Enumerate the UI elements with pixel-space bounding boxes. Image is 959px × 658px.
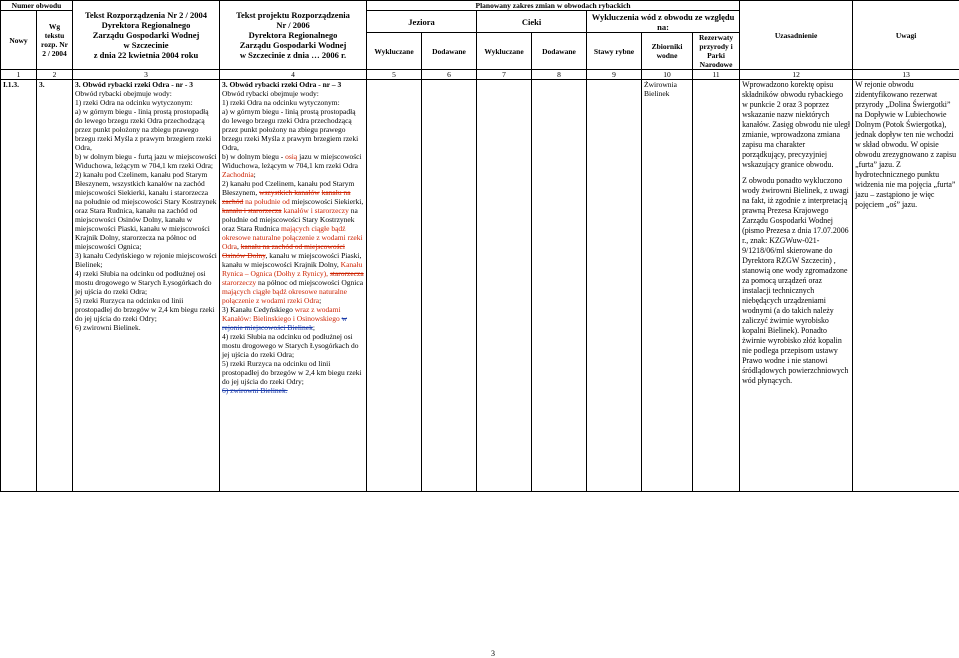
old-line: 1) rzeki Odra na odcinku wytyczonym: bbox=[75, 98, 193, 107]
text: , bbox=[237, 242, 241, 251]
old-header-line-3: Zarządu Gospodarki Wodnej bbox=[92, 30, 200, 40]
old-header-line-4: w Szczecinie bbox=[123, 40, 169, 50]
col-number: 9 bbox=[587, 70, 642, 80]
inserted-text: Zachodnia bbox=[222, 170, 254, 179]
uwagi-cell: W rejonie obwodu zidentyfikowano rezerwat przyrody „Dolina Świergotki” na Dopływie w Lubiechowie Dolnym (Potok Świergotka), jednak dopływ ten nie wchodzi w skład obwodu. W opisie obwodu zrezygnowano z zapisu „furta” jazu. Z hydrotechnicznego punktu widzenia nie ma pojęcia „furta” jazu – zastąpiono je więc pojęciem „oś” jazu. bbox=[853, 80, 959, 492]
page-number: 3 bbox=[491, 649, 495, 658]
deleted-text: kanału i starorzecza bbox=[222, 206, 282, 215]
new-line: Obwód rybacki obejmuje wody: bbox=[222, 89, 319, 98]
header-cieki-dodawane: Dodawane bbox=[532, 33, 587, 70]
deleted-text: kanału na zachód bbox=[222, 188, 351, 206]
text: 3) Kanału Cedyńskiego bbox=[222, 305, 295, 314]
header-planned-changes: Planowany zakres zmian w obwodach rybackich bbox=[367, 1, 740, 11]
col-number: 13 bbox=[853, 70, 959, 80]
header-uzasadnienie: Uzasadnienie bbox=[740, 1, 853, 70]
text: ; bbox=[312, 323, 315, 332]
header-zbiorniki: Zbiorniki wodne bbox=[642, 33, 693, 70]
old-line: 2) kanału pod Czelinem, kanału pod Starym Błeszynem, wszystkich kanałów na zachód miejscowości Siekierki, kanału i starorzecza na południe od miejscowości Stary Kostrzynek oraz Stara Rudnica, kanału na zachód od miejscowości Osinów Dolny, kanału w miejscowości Piaski, kanału w miejscowości Krajnik Dolny, starorzecza na północ od miejscowości Ognica; bbox=[75, 170, 217, 251]
text: 2) kanału pod Czelinem, kanału pod Starym Błeszynem, bbox=[222, 179, 355, 197]
new-header-line-4: Zarządu Gospodarki Wodnej bbox=[239, 40, 347, 50]
text: ; bbox=[253, 170, 256, 179]
new-line: 4) rzeki Słubia na odcinku od podłużnej osi mostu drogowego w Starych Łysogórkach do jej ujścia do rzeki Odra; bbox=[222, 332, 359, 359]
col-number: 4 bbox=[220, 70, 367, 80]
header-rezerwaty: Rezerwaty przyrody i Parki Narodowe bbox=[693, 33, 740, 70]
table-row bbox=[1, 80, 959, 492]
stawy-cell bbox=[587, 80, 642, 492]
new-text-cell bbox=[220, 80, 367, 492]
new-title: 3. Obwód rybacki rzeki Odra - nr – 3 bbox=[222, 80, 342, 89]
row-wg: 3. bbox=[37, 80, 73, 492]
new-line: 5) rzeki Rurzyca na odcinku od linii prostopadłej do brzegów w 2,4 km biegu rzeki do jej ujścia do rzeki Odry; bbox=[222, 359, 362, 386]
row-nowy: I.1.3. bbox=[1, 80, 37, 492]
col-number: 5 bbox=[367, 70, 422, 80]
header-jeziora: Jeziora bbox=[367, 11, 477, 33]
text: jazu w miejscowości Widuchowa, leżącym w 704,1 km rzeki Odra bbox=[222, 152, 362, 170]
cieki-wykluczane-cell bbox=[477, 80, 532, 492]
inserted-text: kanałów i starorzeczy bbox=[283, 206, 349, 215]
deleted-text: starorzecza bbox=[329, 269, 364, 278]
inserted-text: mających ciągłe bądź okresowe naturalne połączenie z wodami rzeki Odra bbox=[222, 287, 347, 305]
zbiorniki-cell: Żwirownia Bielinek bbox=[642, 80, 693, 492]
header-cieki: Cieki bbox=[477, 11, 587, 33]
col-number: 2 bbox=[37, 70, 73, 80]
header-numer-obwodu: Numer obwodu bbox=[1, 1, 73, 11]
old-line: 6) zwirowni Bielinek. bbox=[75, 323, 141, 332]
rezerwaty-cell bbox=[693, 80, 740, 492]
text: na południe od miejscowości Stary Kostrzynek oraz Stara Rudnica bbox=[222, 206, 358, 233]
uzasadnienie-paragraph: Z obwodu ponadto wykluczono wody żwirowni Bielinek, z uwagi na fakt, iż zgodnie z interpretacją prawną Prezesa Krajowego Zarządu Gospodarki Wodnej (pismo Prezesa z dnia 17.07.2006 r., znak: KZGWuw-021-9/1218/06/ml skierowane do Dyrektora RZGW Szczecin) , stanowią one wody zgromadzone za pomocą urządzeń oraz instalacji technicznych niebędących urządzeniami wodnymi (a do takich należy zaliczyć żwirnie wyrobisko kopalni Bielinek). Ponadto żwirnie wyrobisko złóż kopalin nie podlega przepisom ustawy Prawo wodne i nie stanowi śródlądowych powierzchniowych wód płynących. bbox=[742, 176, 849, 385]
header-nowy: Nowy bbox=[1, 11, 37, 70]
old-title: 3. Obwód rybacki rzeki Odra - nr - 3 bbox=[75, 80, 194, 89]
new-line-4 bbox=[222, 152, 364, 179]
jeziora-dodawane-cell bbox=[422, 80, 477, 492]
header-jeziora-dodawane: Dodawane bbox=[422, 33, 477, 70]
text: b) w dolnym biegu - bbox=[222, 152, 286, 161]
inserted-text: mających ciągłe bądź okresowe naturalne połączenie z wodami rzeki Odra bbox=[222, 224, 363, 251]
text: na północ od miejscowości Ognica bbox=[256, 278, 364, 287]
old-header-line-1: Tekst Rozporządzenia Nr 2 / 2004 bbox=[84, 10, 208, 20]
old-line: Obwód rybacki obejmuje wody: bbox=[75, 89, 172, 98]
deleted-text: kanału na zachód od miejscowości Osinów Dolny bbox=[222, 242, 345, 260]
jeziora-wykluczane-cell bbox=[367, 80, 422, 492]
uzasadnienie-paragraph: Wprowadzono korektę opisu składników obwodu rybackiego w punkcie 2 oraz 3 poprzez wskazanie nazw niektórych kanałów. Zasięg obwodu nie uległ zmianie, wprowadzona zmiana zapisu ma charakter porządkujący, precyzyjniej wskazujący granice obwodu. bbox=[742, 80, 851, 169]
header-wg-tekstu: Wg tekstu rozp. Nr 2 / 2004 bbox=[37, 11, 73, 70]
deleted-text: w rejonie miejscowości Bielinek bbox=[222, 314, 348, 332]
header-uwagi: Uwagi bbox=[853, 1, 959, 70]
old-line: 4) rzeki Słubia na odcinku od podłużnej osi mostu drogowego w Starych Łysogórkach do jej ujścia do rzeki Odra; bbox=[75, 269, 212, 296]
deleted-text: wszystkich kanałów bbox=[259, 188, 320, 197]
new-header-line-2: Nr / 2006 bbox=[276, 20, 310, 30]
header-cieki-wykluczane: Wykluczane bbox=[477, 33, 532, 70]
header-stawy: Stawy rybne bbox=[587, 33, 642, 70]
header-jeziora-wykluczane: Wykluczane bbox=[367, 33, 422, 70]
deleted-line: 6) zwirowni Bielinek. bbox=[222, 386, 288, 395]
old-line: 5) rzeki Rurzyca na odcinku od linii prostopadłej do brzegów w 2,4 km biegu rzeki do jej ujścia do rzeki Odry; bbox=[75, 296, 215, 323]
inserted-text: Kanału Rynica – Ognica (Dołhy z Rynicy), bbox=[222, 260, 363, 278]
new-line: a) w górnym biegu - linią prostą prostopadłą do lewego brzegu rzeki Odra przechodzącą przez punkt położony na zbiegu prawego brzegu rzeki Myśla z prawym brzegiem rzeki Odra, bbox=[222, 107, 359, 152]
new-header-line-3: Dyrektora Regionalnego bbox=[248, 30, 338, 40]
inserted-text: na południe od bbox=[245, 197, 290, 206]
cieki-dodawane-cell bbox=[532, 80, 587, 492]
new-line-6 bbox=[222, 305, 364, 332]
col-number: 11 bbox=[693, 70, 740, 80]
old-header-line-5: z dnia 22 kwietnia 2004 roku bbox=[93, 50, 199, 60]
column-number-row bbox=[1, 70, 959, 80]
new-header-line-1: Tekst projektu Rozporządzenia bbox=[236, 10, 350, 20]
col-number: 6 bbox=[422, 70, 477, 80]
header-new-text bbox=[220, 1, 367, 70]
col-number: 1 bbox=[1, 70, 37, 80]
old-text-cell bbox=[73, 80, 220, 492]
header-old-text bbox=[73, 1, 220, 70]
old-line: 3) kanału Cedyńskiego w rejonie miejscowości Bielinek; bbox=[75, 251, 217, 269]
header-wylaczenia: Wykluczenia wód z obwodu ze względu na: bbox=[587, 11, 740, 33]
uzasadnienie-cell bbox=[740, 80, 853, 492]
text: , kanału w miejscowości Piaski, kanału w miejscowości Krajnik Dolny, bbox=[222, 251, 362, 269]
inserted-text: starorzeczy bbox=[222, 278, 257, 287]
new-line: 1) rzeki Odra na odcinku wytyczonym: bbox=[222, 98, 340, 107]
old-line: b) w dolnym biegu - furtą jazu w miejscowości Widuchowa, leżącym w 704,1 km rzeki Odra; bbox=[75, 152, 217, 170]
old-header-line-2: Dyrektora Regionalnego bbox=[101, 20, 191, 30]
inserted-text: wraz z wodami Kanałów: Bielinskiego i Osinowskiego bbox=[222, 305, 341, 323]
col-number: 12 bbox=[740, 70, 853, 80]
col-number: 8 bbox=[532, 70, 587, 80]
col-number: 10 bbox=[642, 70, 693, 80]
col-number: 3 bbox=[73, 70, 220, 80]
new-header-line-5: w Szczecinie z dnia … 2006 r. bbox=[239, 50, 347, 60]
old-line: a) w górnym biegu - linią prostą prostopadłą do lewego brzegu rzeki Odra przechodzącą przez punkt położony na zbiegu prawego brzegu rzeki Myśla z prawym brzegiem rzeki Odra, bbox=[75, 107, 212, 152]
new-line-5 bbox=[222, 179, 364, 305]
text: ; bbox=[319, 296, 322, 305]
text: miejscowości Siekierki, bbox=[289, 197, 364, 206]
inserted-text: osią bbox=[285, 152, 298, 161]
col-number: 7 bbox=[477, 70, 532, 80]
